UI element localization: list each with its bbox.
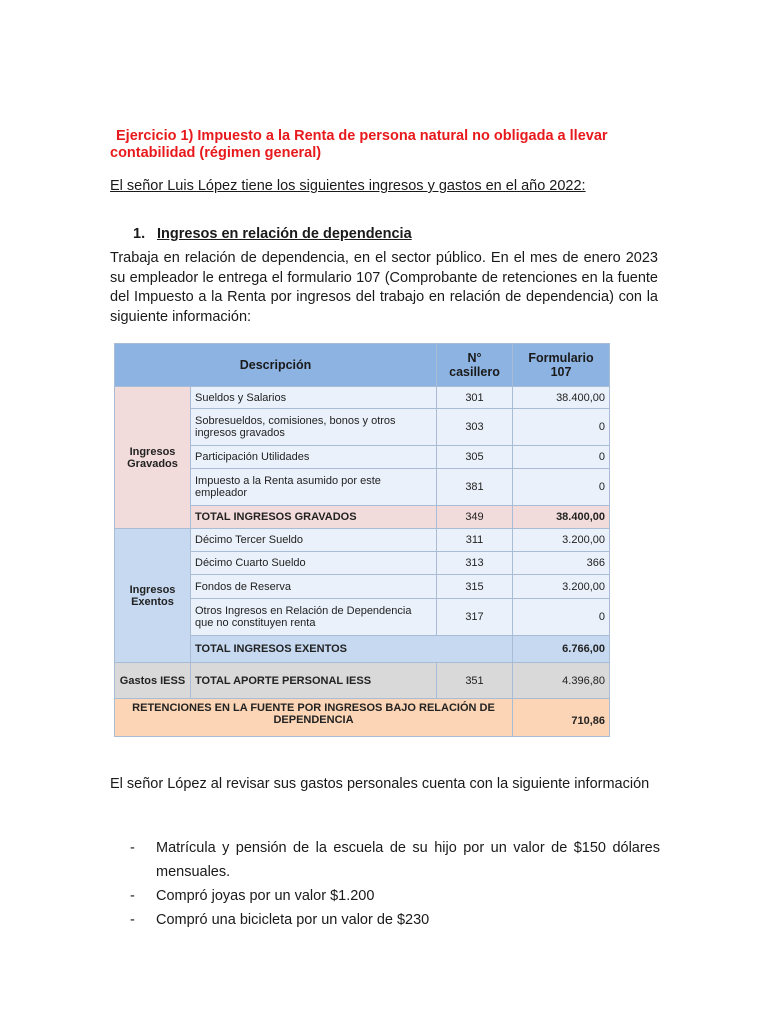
cell-desc: Otros Ingresos en Relación de Dependencia que no constituyen renta: [191, 599, 437, 636]
cell-casillero: 313: [437, 552, 513, 575]
header-descripcion: Descripción: [115, 344, 437, 387]
list-item: [130, 836, 660, 884]
cell-casillero: 351: [437, 663, 513, 699]
cell-valor: 38.400,00: [513, 506, 610, 529]
cell-casillero: 311: [437, 529, 513, 552]
table-row: [115, 529, 610, 552]
cell-valor: 0: [513, 469, 610, 506]
bullet-marker: -: [130, 888, 135, 904]
cell-desc: Sobresueldos, comisiones, bonos y otros ingresos gravados: [191, 409, 437, 446]
section-heading-text: Ingresos en relación de dependencia: [157, 226, 412, 242]
list-item-text: Compró joyas por un valor $1.200: [156, 888, 375, 904]
group-label-gravados: Ingresos Gravados: [115, 387, 191, 529]
cell-desc: TOTAL APORTE PERSONAL IESS: [191, 663, 437, 699]
cell-desc: Sueldos y Salarios: [191, 387, 437, 409]
list-item-text: Matrícula y pensión de la escuela de su hijo por un valor de $150 dólares mensuales.: [156, 840, 660, 880]
table-row: [115, 387, 610, 409]
cell-casillero: 301: [437, 387, 513, 409]
list-item: [130, 908, 660, 932]
table-row-gastos-iess: [115, 663, 610, 699]
group-label-gastos: Gastos IESS: [115, 663, 191, 699]
section-paragraph: Trabaja en relación de dependencia, en el sector público. En el mes de enero 2023 su empleador le entrega el formulario 107 (Comprobante de retenciones en la fuente del Impuesto a la Renta por ingresos del trabajo en relación de dependencia) con la siguiente información:: [110, 250, 658, 325]
header-formulario: Formulario 107: [513, 344, 610, 387]
exercise-title-line2: contabilidad (régimen general): [110, 145, 322, 161]
cell-valor: 0: [513, 409, 610, 446]
cell-valor: 4.396,80: [513, 663, 610, 699]
group-label-exentos: Ingresos Exentos: [115, 529, 191, 663]
exercise-title: [110, 128, 650, 162]
list-item-text: Compró una bicicleta por un valor de $230: [156, 912, 430, 928]
list-item: [130, 884, 660, 908]
paragraph-gastos: El señor López al revisar sus gastos personales cuenta con la siguiente información: [110, 776, 650, 792]
formulario-107-table: [114, 343, 610, 737]
bullet-list: [130, 836, 660, 932]
cell-desc: TOTAL INGRESOS EXENTOS: [191, 636, 513, 663]
cell-casillero: 317: [437, 599, 513, 636]
cell-desc: Participación Utilidades: [191, 446, 437, 469]
cell-desc: TOTAL INGRESOS GRAVADOS: [191, 506, 437, 529]
cell-desc: RETENCIONES EN LA FUENTE POR INGRESOS BAJO RELACIÓN DE DEPENDENCIA: [115, 699, 513, 737]
cell-valor: 710,86: [513, 699, 610, 737]
exercise-title-line1: Ejercicio 1) Impuesto a la Renta de persona natural no obligada a llevar: [116, 128, 608, 144]
table-header-row: [115, 344, 610, 387]
cell-valor: 38.400,00: [513, 387, 610, 409]
cell-casillero: 349: [437, 506, 513, 529]
cell-desc: Décimo Cuarto Sueldo: [191, 552, 437, 575]
cell-valor: 3.200,00: [513, 529, 610, 552]
cell-valor: 6.766,00: [513, 636, 610, 663]
cell-desc: Décimo Tercer Sueldo: [191, 529, 437, 552]
intro-text: El señor Luis López tiene los siguientes ingresos y gastos en el año 2022:: [110, 178, 586, 194]
section-heading: [133, 226, 412, 242]
cell-desc: Impuesto a la Renta asumido por este empleador: [191, 469, 437, 506]
cell-valor: 0: [513, 446, 610, 469]
bullet-marker: -: [130, 840, 135, 856]
cell-desc: Fondos de Reserva: [191, 575, 437, 599]
table-row-retenciones: [115, 699, 610, 737]
cell-valor: 0: [513, 599, 610, 636]
header-casillero: N° casillero: [437, 344, 513, 387]
cell-casillero: 303: [437, 409, 513, 446]
bullet-marker: -: [130, 912, 135, 928]
section-number: 1.: [133, 226, 146, 242]
cell-valor: 3.200,00: [513, 575, 610, 599]
cell-casillero: 381: [437, 469, 513, 506]
cell-casillero: 315: [437, 575, 513, 599]
cell-casillero: 305: [437, 446, 513, 469]
cell-valor: 366: [513, 552, 610, 575]
